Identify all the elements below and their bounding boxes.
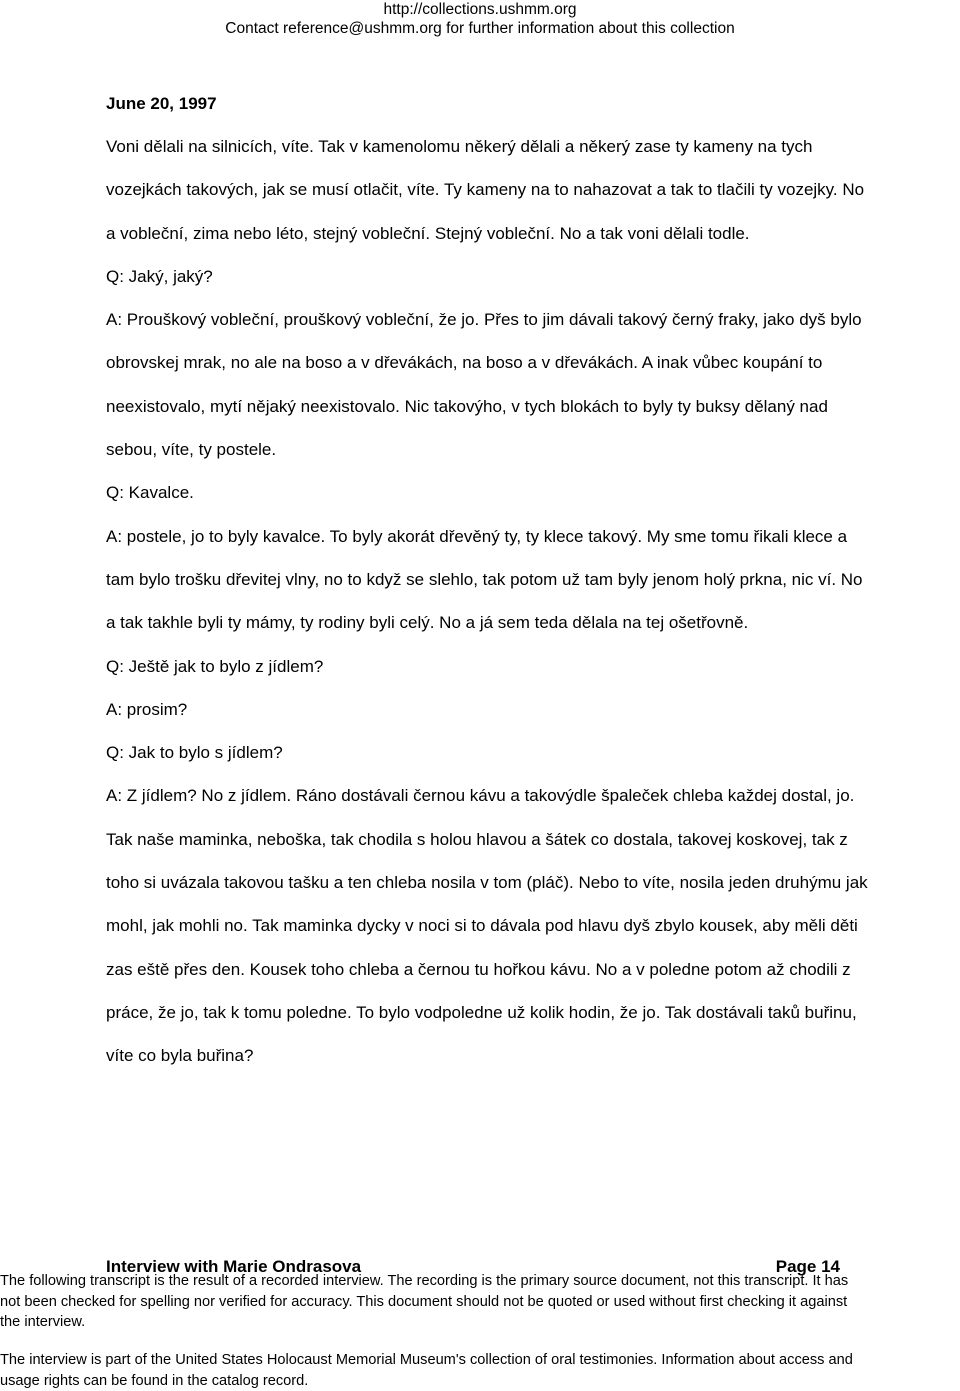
page-header (0, 0, 960, 38)
transcript-body (106, 125, 876, 1078)
disclaimer-line: The following transcript is the result of a recorded interview. The recording is the primary source document, not this transcript. It has (0, 1273, 849, 1289)
transcript-disclaimer (0, 1271, 960, 1333)
transcript-paragraph: A: prosim? (106, 699, 188, 719)
transcript-paragraph: A: postele, jo to byly kavalce. To byly akorát dřevěný ty, ty klece takový. My sme tomu řikali klece a tam bylo trošku dřevitej vlny, no to když se slehlo, tak potom už tam byly jenom holý prkna, nic ví. No a tak takhle byli ty mámy, ty rodiny byli celý. No a já sem teda dělala na tej ošetřovně. (106, 526, 863, 633)
collection-notice (0, 1350, 960, 1391)
collection-notice-line: The interview is part of the United States Holocaust Memorial Museum's collection of oral testimonies. Information about access and (0, 1352, 853, 1368)
transcript-paragraph: Q: Kavalce. (106, 483, 194, 503)
header-contact: Contact reference@ushmm.org for further information about this collection (225, 20, 735, 37)
page-number: Page 14 (775, 1257, 840, 1276)
interview-date: June 20, 1997 (106, 94, 217, 113)
disclaimer-line: not been checked for spelling nor verified for accuracy. This document should not be quoted or used without first checking it against (0, 1293, 848, 1310)
transcript-paragraph: A: Z jídlem? No z jídlem. Ráno dostávali černou kávu a takovýdle špaleček chleba každej dostal, jo. Tak naše maminka, neboška, tak chodila s holou hlavou a šátek co dostala, takovej koskovej, tak z toho si uvázala takovou tašku a ten chleba nosila v tom (pláč). Nebo to víte, nosila jeden druhýmu jak mohl, jak mohli no. Tak maminka dycky v noci si to dávala pod hlavu dyš zbylo kousek, aby měli děti zas eště přes den. Kousek toho chleba a černou tu hořkou kávu. No a v poledne potom až chodili z práce, že jo, tak k tomu poledne. To bylo vodpoledne už kolik hodin, že jo. Tak dostávali taků buřinu, víte co byla buřina? (106, 786, 868, 1066)
collection-notice-line: usage rights can be found in the catalog record. (0, 1372, 309, 1389)
transcript-paragraph: A: Prouškový vobleční, prouškový vobleční, že jo. Přes to jim dávali takový černý fraky, jako dyš bylo obrovskej mrak, no ale na boso a v dřevákách, na boso a v dřevákách. A inak vůbec koupání to neexistovalo, mytí nějaký neexistovalo. Nic takovýho, v tych blokách to byly ty buksy dělaný nad sebou, víte, ty postele. (106, 310, 862, 460)
transcript-paragraph: Q: Jaký, jaký? (106, 266, 213, 286)
interview-title: Interview with Marie Ondrasova (106, 1257, 362, 1276)
transcript-paragraph: Q: Jak to bylo s jídlem? (106, 743, 283, 763)
transcript-paragraph: Q: Ještě jak to bylo z jídlem? (106, 656, 324, 676)
disclaimer-line: the interview. (0, 1314, 86, 1330)
transcript-paragraph: Voni dělali na silnicích, víte. Tak v kamenolomu někerý dělali a někerý zase ty kameny na tych vozejkách takových, jak se musí otlačit, víte. Ty kameny na to nahazovat a tak to tlačili ty vozejky. No a vobleční, zima nebo léto, stejný vobleční. Stejný vobleční. No a tak voni dělali todle. (106, 137, 865, 243)
header-url: http://collections.ushmm.org (383, 1, 577, 18)
